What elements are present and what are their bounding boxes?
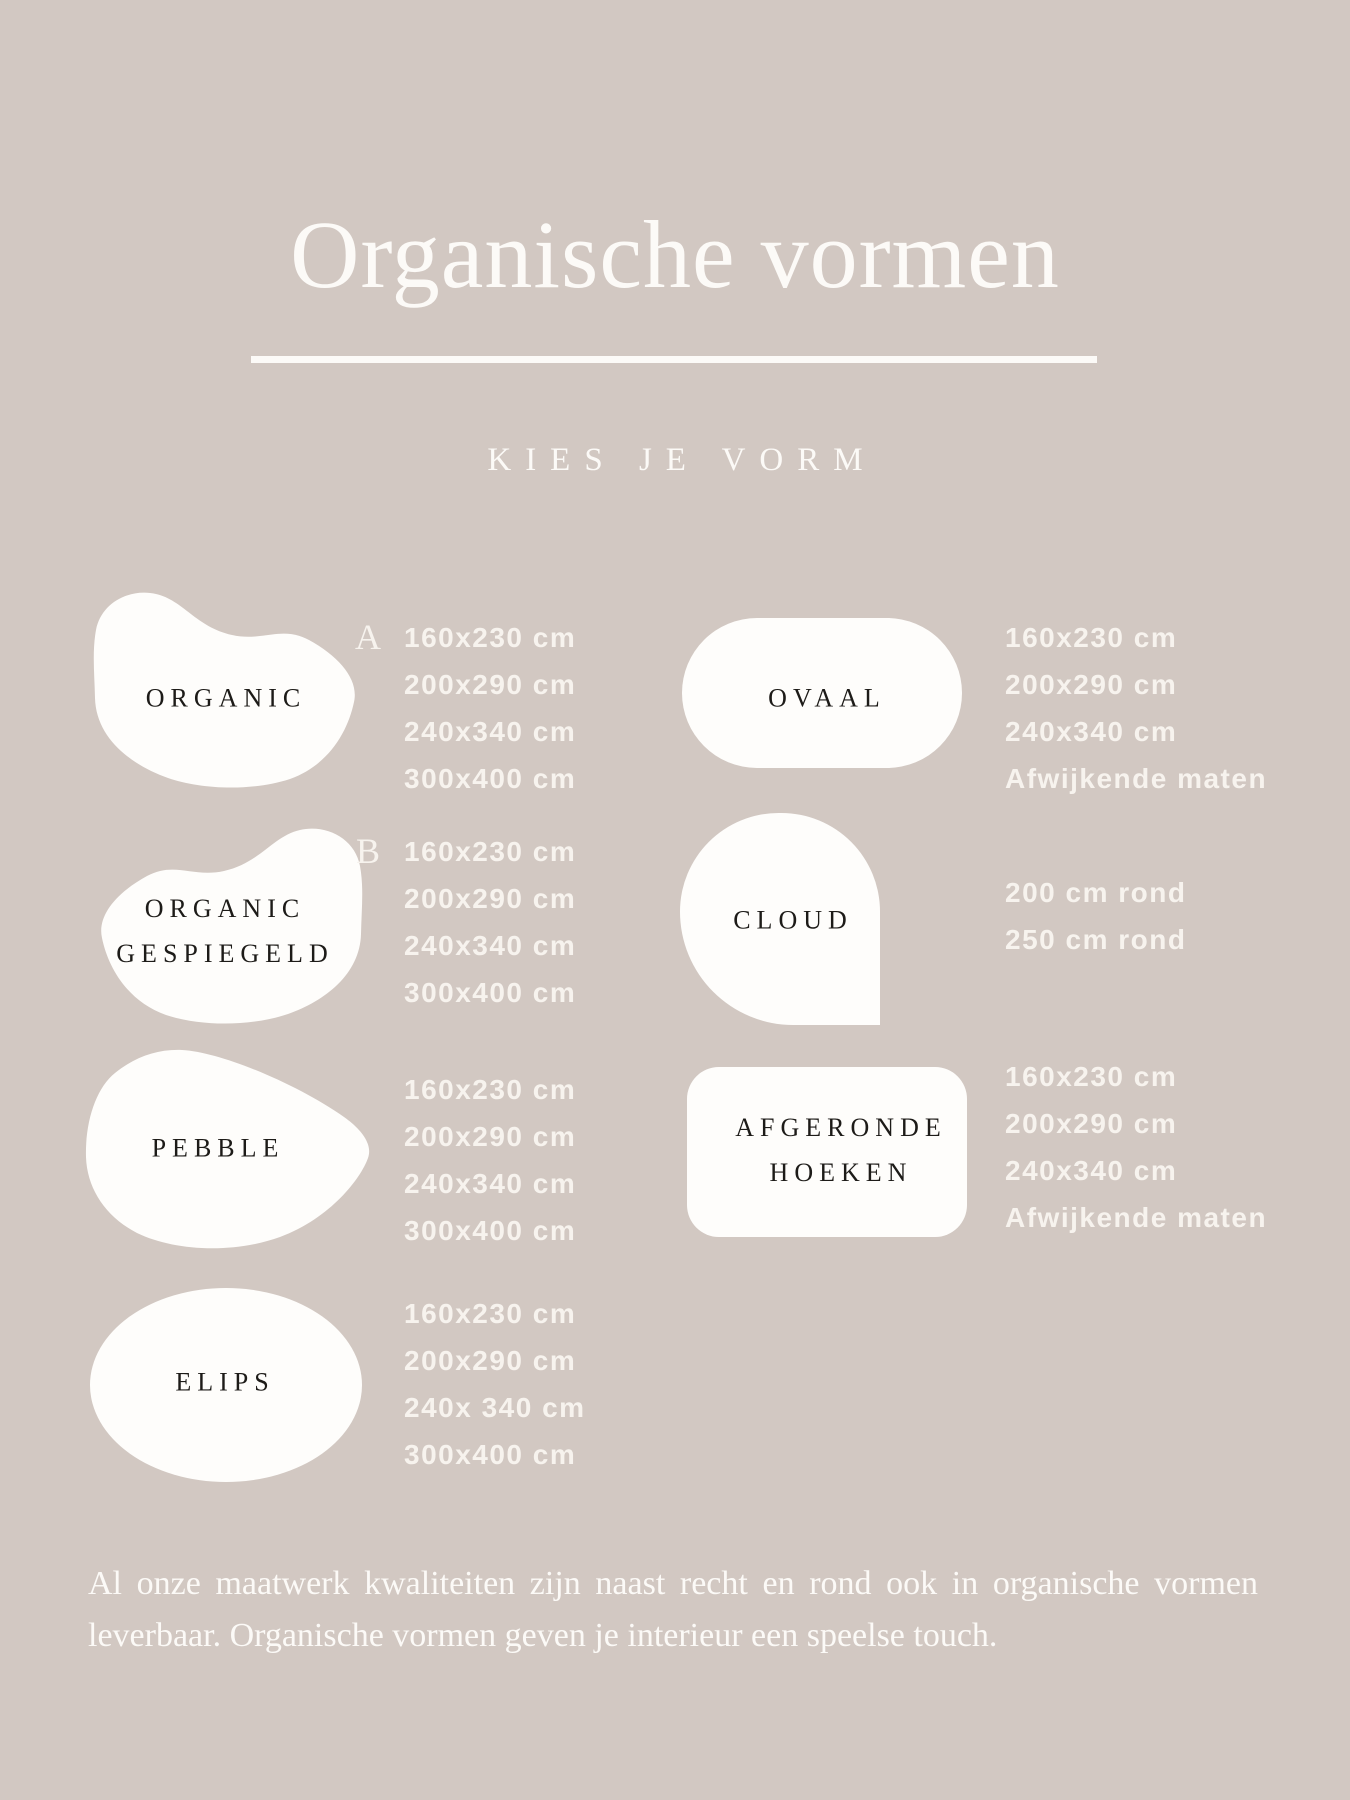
size-item: 160x230 cm [404,836,577,867]
size-item: 300x400 cm [404,763,577,794]
afgeronde-hoeken-label-line: HOEKEN [769,1158,913,1187]
size-item: 200x290 cm [404,883,577,914]
elips-size-list [404,1290,586,1478]
organic-label [140,676,306,721]
size-item: 200x290 cm [1005,669,1178,700]
variant-letter-a: A [355,617,381,657]
organic-size-list [404,614,576,802]
size-item: 160x230 cm [404,1074,577,1105]
organic-gespiegeld-label-line: GESPIEGELD [116,939,334,968]
organic-gespiegeld-size-list [404,828,576,1016]
size-item: 300x400 cm [404,1439,577,1470]
organic-label-line: ORGANIC [145,683,307,713]
ovaal-size-list [1005,614,1267,802]
footer-line-1: Al onze maatwerk kwaliteiten zijn naast recht en rond ook in organische vormen [88,1565,1258,1602]
ovaal-label-line: OVAAL [768,683,886,713]
size-item: 200x290 cm [404,669,577,700]
afgeronde-hoeken-label [729,1105,946,1195]
size-item: 160x230 cm [404,1298,577,1329]
cloud-label-line: CLOUD [733,905,853,935]
size-item: 200 cm rond [1005,877,1187,908]
size-item: Afwijkende maten [1005,1202,1268,1233]
size-item: 240x340 cm [404,1168,577,1199]
footer-text [88,1558,1258,1662]
size-item: 300x400 cm [404,1215,577,1246]
footer-line-2: leverbaar. Organische vormen geven je interieur een speelse touch. [88,1617,998,1654]
title-underline [251,356,1097,363]
cloud-size-list [1005,869,1186,963]
size-item: 240x340 cm [1005,1155,1178,1186]
afgeronde-hoeken-size-list [1005,1053,1267,1241]
elips-label-line: ELIPS [175,1367,275,1397]
pebble-size-list [404,1066,576,1254]
size-item: 240x 340 cm [404,1392,586,1423]
organic-gespiegeld-label [110,886,333,976]
afgeronde-hoeken-label-line: AFGERONDE [735,1113,947,1142]
page-title: Organische vormen [290,201,1060,308]
pebble-label-line: PEBBLE [151,1133,285,1163]
size-item: 250 cm rond [1005,924,1187,955]
size-item: 240x340 cm [404,716,577,747]
subtitle-kies-je-vorm: KIES JE VORM [487,442,877,478]
size-item: 200x290 cm [404,1121,577,1152]
elips-label [169,1360,274,1405]
cloud-label [727,898,853,943]
size-item: 300x400 cm [404,977,577,1008]
size-item: 160x230 cm [404,622,577,653]
size-item: 200x290 cm [1005,1108,1178,1139]
size-item: 160x230 cm [1005,622,1178,653]
pebble-label [146,1126,285,1171]
size-item: Afwijkende maten [1005,763,1268,794]
organic-gespiegeld-label-line: ORGANIC [144,894,306,923]
size-item: 240x340 cm [1005,716,1178,747]
variant-letter-b: B [355,831,381,871]
size-item: 160x230 cm [1005,1061,1178,1092]
ovaal-label [762,676,886,721]
size-item: 240x340 cm [404,930,577,961]
size-item: 200x290 cm [404,1345,577,1376]
